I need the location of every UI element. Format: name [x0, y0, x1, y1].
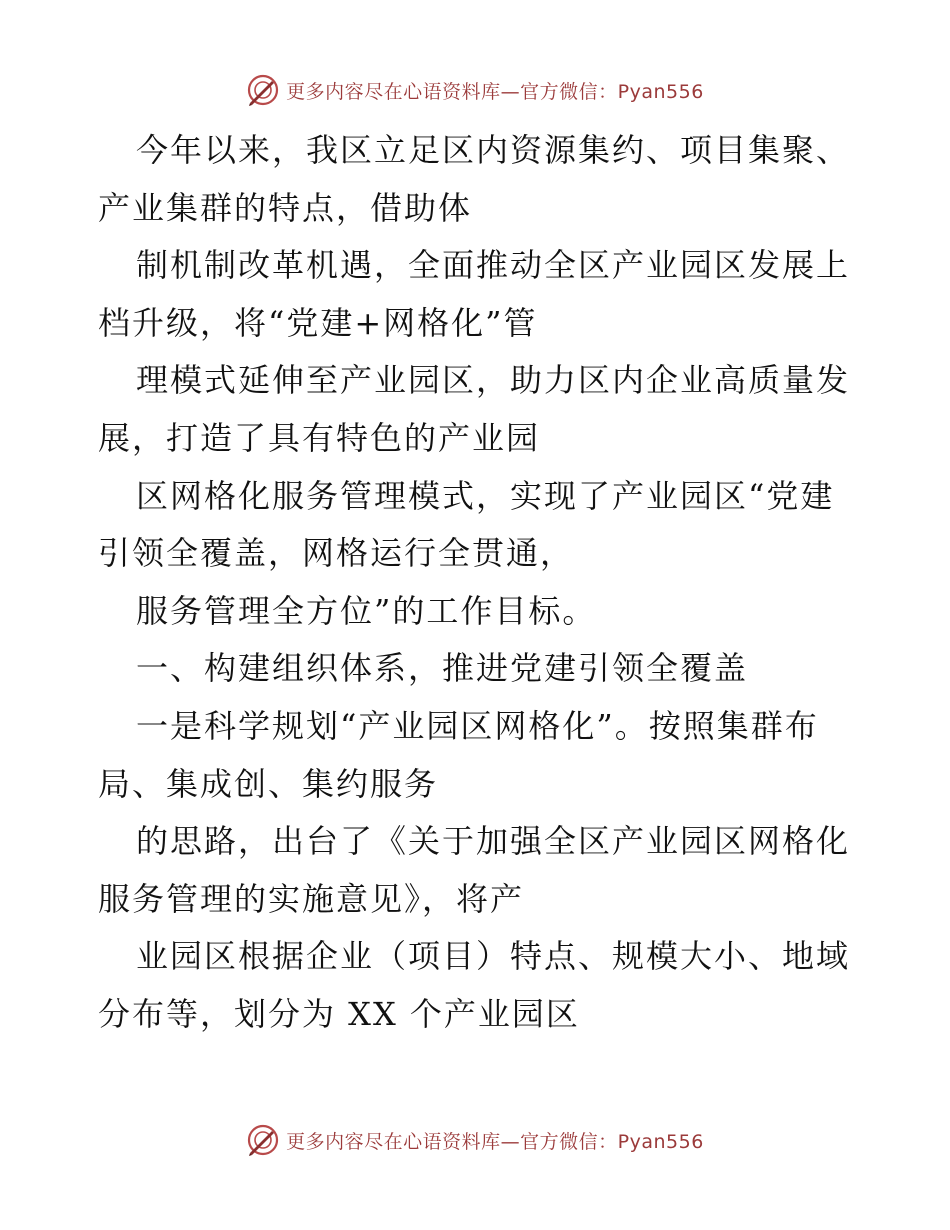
body-line: 服务管理全方位”的工作目标。: [136, 591, 597, 630]
body-line: 业园区根据企业（项目）特点、规模大小、地域: [136, 937, 851, 976]
footer-banner: [0, 1120, 950, 1160]
header-banner: [0, 70, 950, 110]
body-line: 分布等，划分为 XX 个产业园区: [98, 994, 580, 1033]
body-line: 制机制改革机遇，全面推动全区产业园区发展上: [136, 246, 851, 285]
body-line: 引领全覆盖，网格运行全贯通，: [98, 534, 575, 573]
footer-banner-text: 更多内容尽在心语资料库—官方微信：Pyan556: [286, 1130, 704, 1153]
section-heading: 一、构建组织体系，推进党建引领全覆盖: [136, 649, 749, 688]
body-line: 服务管理的实施意见》，将产: [98, 879, 525, 918]
body-line: 一是科学规划“产业园区网格化”。按照集群布: [136, 706, 819, 745]
body-line: 今年以来，我区立足区内资源集约、项目集聚、: [136, 131, 851, 169]
body-line: 的思路，出台了《关于加强全区产业园区网格化: [136, 822, 851, 861]
header-banner-text: 更多内容尽在心语资料库—官方微信：Pyan556: [286, 80, 704, 103]
body-line: 展，打造了具有特色的产业园: [98, 418, 541, 457]
body-line: 区网格化服务管理模式，实现了产业园区“党建: [136, 476, 835, 515]
document-body: [98, 122, 858, 1044]
pen-logo-icon: [246, 73, 280, 107]
body-line: 局、集成创、集约服务: [98, 764, 439, 803]
pen-logo-icon: [246, 1123, 280, 1157]
body-line: 产业集群的特点，借助体: [98, 188, 473, 227]
body-line: 档升级，将“党建+网格化”管: [98, 303, 538, 342]
body-line: 理模式延伸至产业园区，助力区内企业高质量发: [136, 361, 851, 400]
